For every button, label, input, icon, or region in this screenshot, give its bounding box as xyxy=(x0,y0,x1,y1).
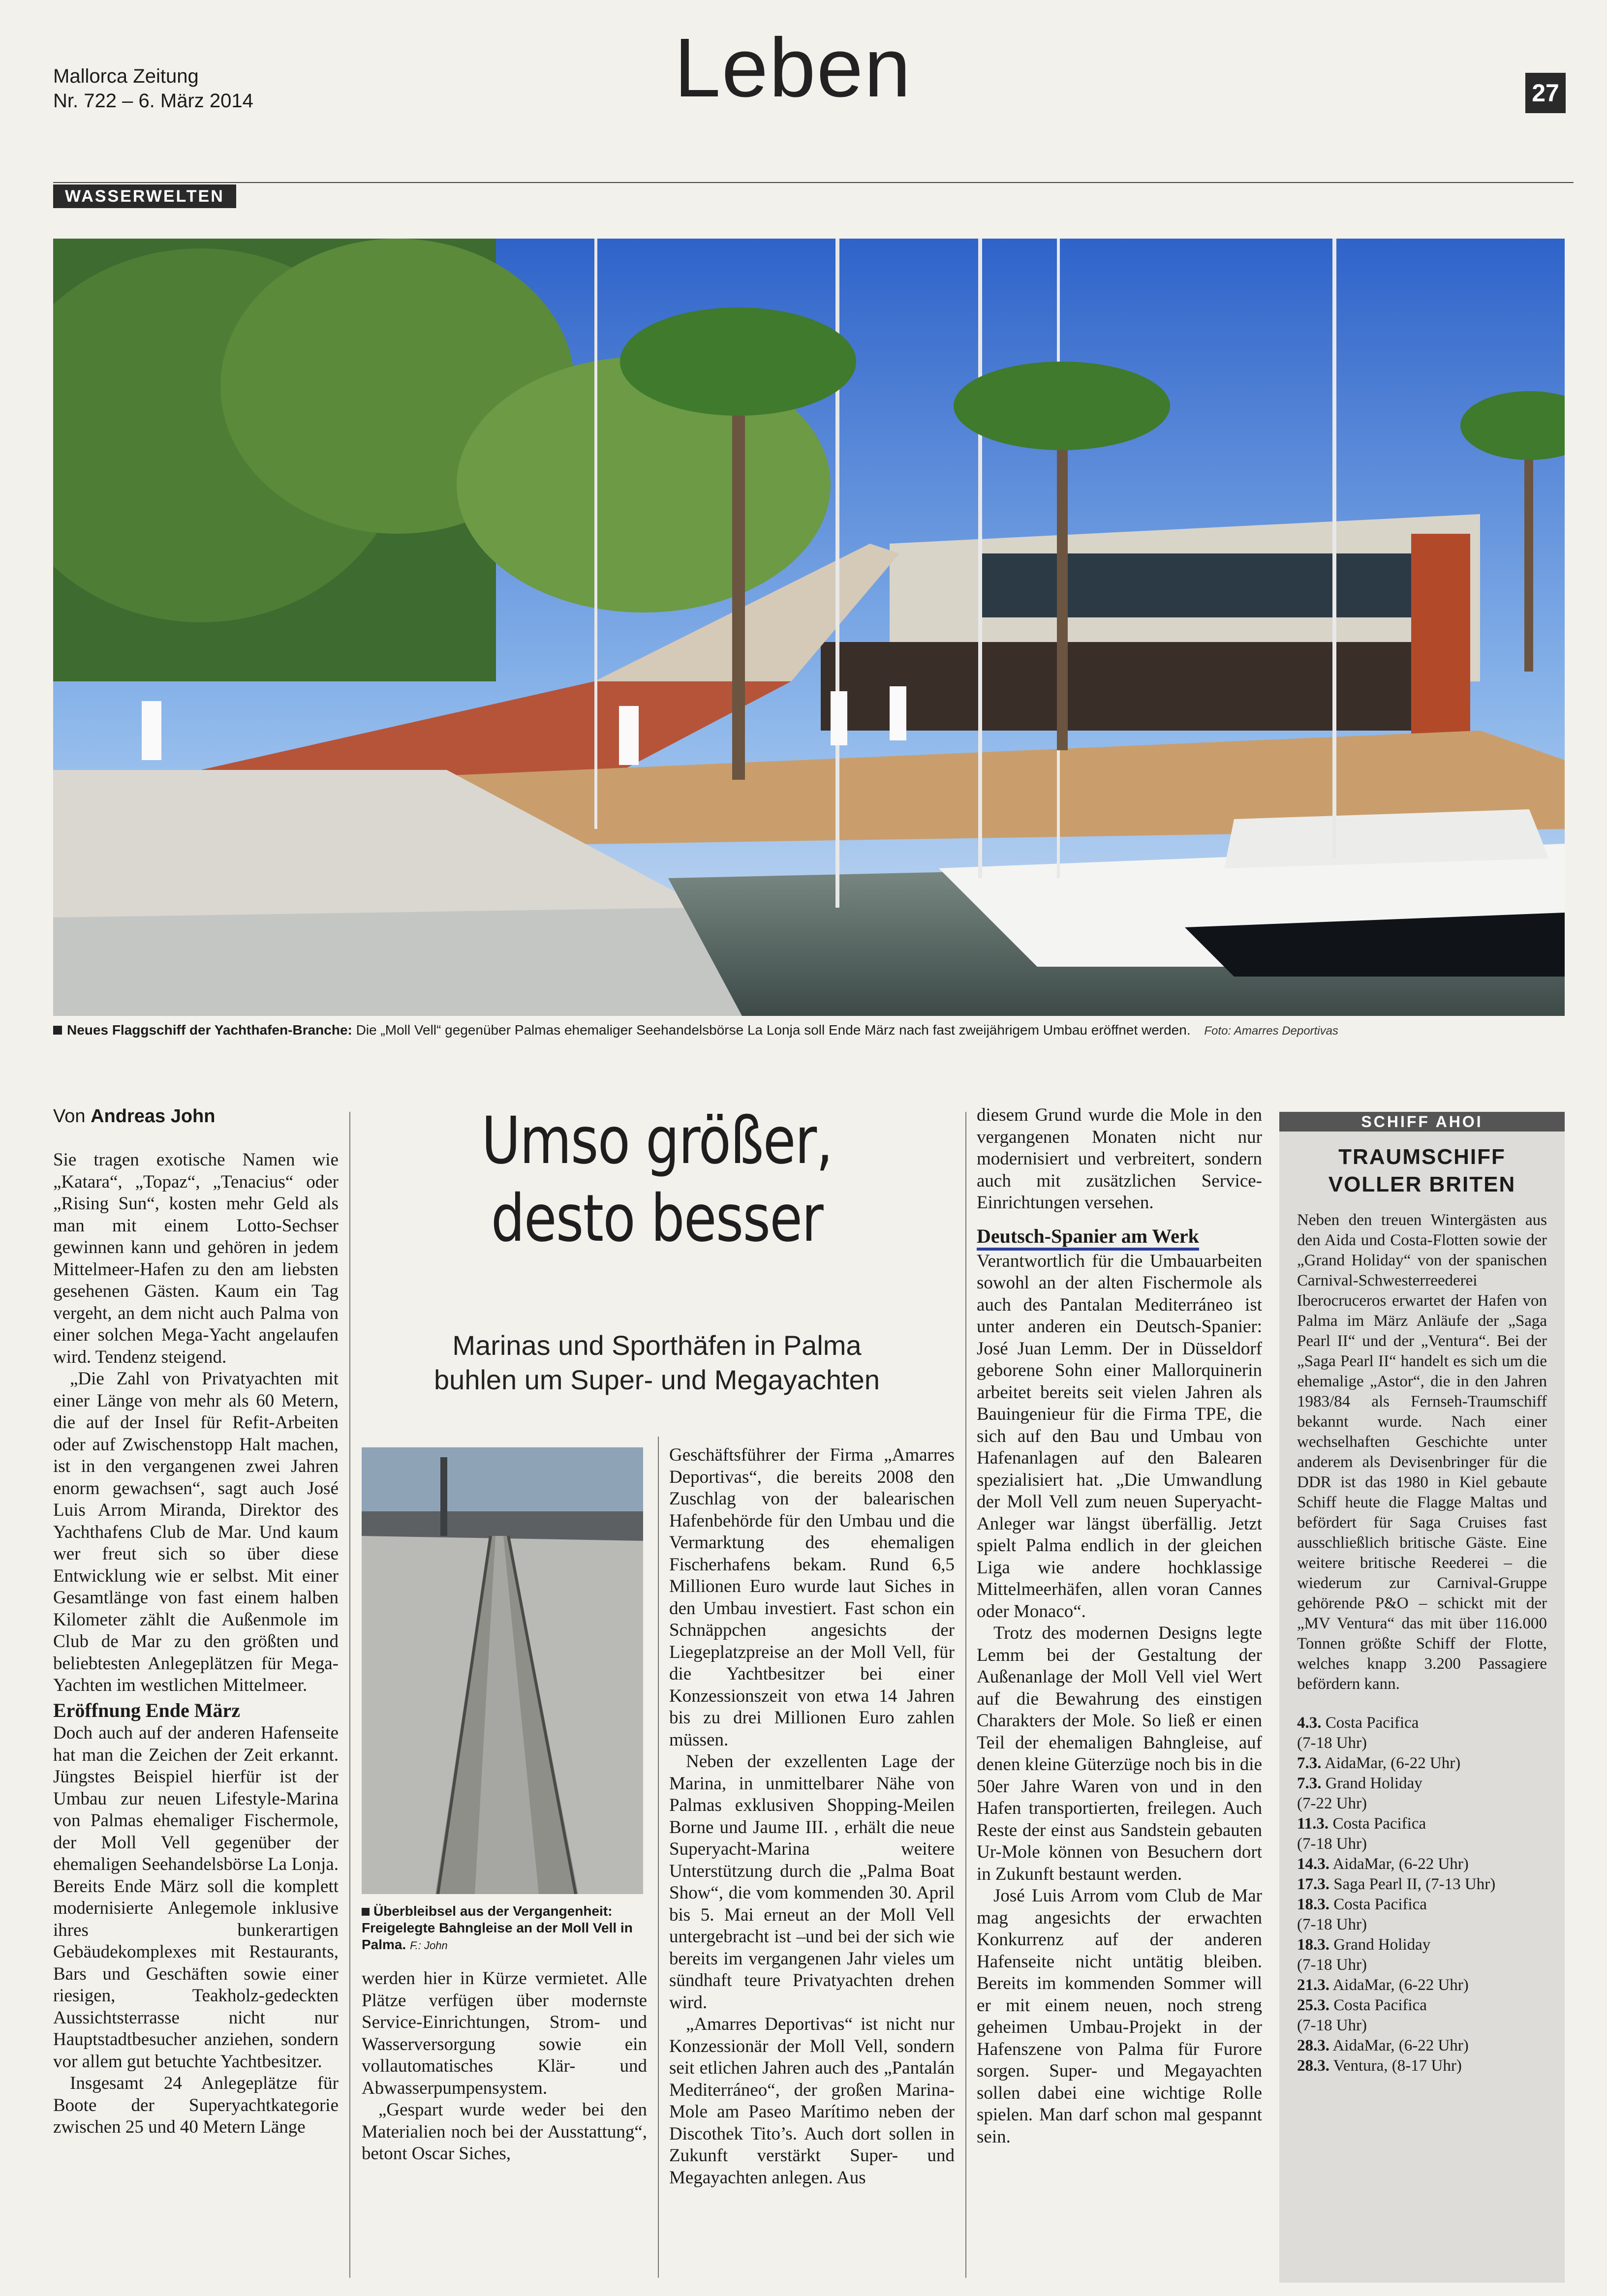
subhead-line-1: Marinas und Sporthäfen in Palma xyxy=(452,1330,862,1361)
paragraph: José Luis Arrom vom Club de Mar mag angesichts der erwachten Konkurrenz auf der anderen Hafenseite nicht untätig bleiben. Bereits im kommenden Sommer will er mit einem neuen, noch streng geheimen Umbau-Projekt in der Hafenszene von Palma für Furore sorgen. Super- und Megayachten sollen dabei eine wichtige Rolle spielen. Man darf schon mal gespannt sein. xyxy=(977,1886,1262,2147)
schedule-time: (7-18 Uhr) xyxy=(1297,1956,1367,1974)
rail-photo-caption xyxy=(362,1903,647,1954)
schedule-time: (7-18 Uhr) xyxy=(1297,1835,1367,1853)
schedule-ship: Grand Holiday xyxy=(1333,1936,1431,1954)
schedule-ship: AidaMar, (6-22 Uhr) xyxy=(1324,1754,1461,1772)
paragraph: „Die Zahl von Privatyachten mit einer Länge von mehr als 60 Metern, die auf der Insel für Refit-Arbeiten oder auf Zwischenstopp Halt machen, ist in den vergangenen zwei Jahren enorm gewachsen“, sagt auch José Luis Arrom Miranda, Direktor des Yachthafens Club de Mar. Und kaum wer freut sich so über diese Entwicklung wie er selbst. Mit einer Gesamtlänge von fast einem halben Kilometer zählt die Außenmole im Club de Mar zu den größten und beliebtesten Anlegeplätzen für Mega-Yachten im westlichen Mittelmeer. xyxy=(53,1369,339,1695)
schedule-entry xyxy=(1297,1895,1547,1935)
schedule-entry xyxy=(1297,1874,1547,1895)
rail-tracks-photo xyxy=(362,1447,643,1894)
schedule-entry xyxy=(1297,1975,1547,1995)
schedule-ship: AidaMar, (6-22 Uhr) xyxy=(1332,2037,1469,2054)
sidebar-title xyxy=(1297,1143,1547,1198)
article-subheadline xyxy=(374,1328,940,1397)
schedule-time: (7-18 Uhr) xyxy=(1297,1916,1367,1933)
subheading-deutsch-spanier-wrap xyxy=(977,1225,1262,1251)
schedule-date: 4.3. xyxy=(1297,1714,1322,1732)
paragraph: Insgesamt 24 Anlegeplätze für Boote der Superyachtkategorie zwischen 25 und 40 Metern Länge xyxy=(53,2073,339,2137)
paragraph: Neben der exzellenten Lage der Marina, in unmittelbarer Nähe von Palmas exklusiven Shopping-Meilen Borne und Jaume III. , erhält die neue Superyacht-Marina weitere Unterstützung durch die „Palma Boat Show“, die vom kommenden 30. April bis 5. Mai erneut an der Moll Vell untergebracht ist –und bei der sich wie bereits im vergangenen Jahr vieles um sündhaft teure Privatyachten drehen wird. xyxy=(669,1751,955,2013)
byline xyxy=(53,1106,215,1127)
paragraph: „Gespart wurde weder bei den Materialien noch bei der Ausstattung“, betont Oscar Siches, xyxy=(362,2100,647,2164)
article-column-4 xyxy=(977,1104,1262,2148)
schedule-time: (7-18 Uhr) xyxy=(1297,2017,1367,2034)
article-column-3 xyxy=(669,1444,955,2189)
schedule-date: 18.3. xyxy=(1297,1936,1329,1954)
schedule-entry xyxy=(1297,2056,1547,2076)
sidebar-title-line-2: VOLLER BRITEN xyxy=(1328,1172,1516,1196)
schedule-entry xyxy=(1297,1854,1547,1874)
sidebar-title-line-1: TRAUMSCHIFF xyxy=(1338,1145,1506,1169)
issue-line: Nr. 722 – 6. März 2014 xyxy=(53,90,253,112)
caption-bullet xyxy=(362,1908,370,1916)
schedule-date: 28.3. xyxy=(1297,2057,1329,2075)
article-column-2 xyxy=(362,1968,647,2165)
sidebar-text xyxy=(1297,1210,1547,1694)
schedule-date: 17.3. xyxy=(1297,1875,1329,1893)
schedule-ship: AidaMar, (6-22 Uhr) xyxy=(1332,1976,1469,1994)
schedule-date: 7.3. xyxy=(1297,1754,1322,1772)
paragraph: Geschäftsführer der Firma „Amarres Deportivas“, die bereits 2008 den Zuschlag von der balearischen Hafenbehörde für den Umbau und die Vermarktung des ehemaligen Fischerhafens bekam. Rund 6,5 Millionen Euro wurde laut Siches in den Umbau investiert. Fast schon ein Schnäppchen angesichts der Liegeplatzpreise an der Moll Vell, für die Yachtbesitzer bei einer Konzessionszeit von etwa 14 Jahren bis zu drei Millionen Euro zahlen müssen. xyxy=(669,1445,955,1750)
paragraph: Trotz des modernen Designs legte Lemm bei der Gestaltung der Außenanlage der Moll Vell viel Wert auf die Bewahrung des einstigen Charakters der Mole. So ließ er einen Teil der ehemaligen Bahngleise, auf denen kleine Güterzüge noch bis in die 50er Jahre Waren von und in den Hafen transportierten, freilegen. Auch Reste der einst aus Sandstein gebauten Ur-Mole können von Besuchern dort in Zukunft bestaunt werden. xyxy=(977,1623,1262,1884)
sidebar-paragraph: Neben den treuen Wintergästen aus den Aida und Costa-Flotten sowie der „Grand Holiday“ von der spanischen Carnival-Schwesterreederei Iberocruceros erwartet der Hafen von Palma im März Anläufe der „Saga Pearl II“ und der „Ventura“. Bei der „Saga Pearl II“ handelt es sich um die ehemalige „Astor“, die in den Jahren 1983/84 als Fernseh-Traumschiff bekannt wurde. Nach einer wechselhaften Geschichte unter anderem als Devisenbringer für die DDR ist das 1980 in Kiel gebaute Schiff heute die Flagge Maltas und befördert für Saga Cruises fast ausschließlich britische Gäste. Eine weitere britische Reederei – die wiederum zur Carnival-Gruppe gehörende P&O – schickt mit der „MV Ventura“ das mit über 116.000 Tonnen größte Schiff der Flotte, welches knapp 3.200 Passagiere befördern kann. xyxy=(1297,1211,1547,1693)
schedule-entry xyxy=(1297,1774,1547,1814)
sidebar-tag: SCHIFF AHOI xyxy=(1279,1112,1565,1132)
masthead xyxy=(53,64,253,113)
caption-lead: Neues Flaggschiff der Yachthafen-Branche: xyxy=(67,1022,352,1038)
rail-tracks-image xyxy=(362,1447,643,1894)
schedule-entry xyxy=(1297,1935,1547,1975)
headline-line-1: Umso größer, xyxy=(481,1103,833,1179)
rail-photo-credit: F.: John xyxy=(410,1939,448,1952)
paragraph: „Amarres Deportivas“ ist nicht nur Konzessionär der Moll Vell, sondern seit etlichen Jahren auch des „Pantalán Mediterráneo“, der großen Marina-Mole am Paseo Marítimo neben der Discothek Tito’s. Auch dort sollen in Zukunft verstärkt Super- und Megayachten anlegen. Aus xyxy=(669,2014,955,2188)
schedule-entry xyxy=(1297,1995,1547,2036)
sidebar-schiff-ahoi xyxy=(1279,1112,1565,2283)
schedule-ship: Costa Pacifica xyxy=(1325,1714,1419,1732)
schedule-date: 14.3. xyxy=(1297,1855,1329,1873)
schedule-date: 25.3. xyxy=(1297,1996,1329,2014)
schedule-date: 18.3. xyxy=(1297,1896,1329,1913)
caption-text: Die „Moll Vell“ gegenüber Palmas ehemaliger Seehandelsbörse La Lonja soll Ende März nach fast zweijährigem Umbau eröffnet werden. xyxy=(356,1022,1191,1038)
paragraph: Doch auch auf der anderen Hafenseite hat man die Zeichen der Zeit erkannt. Jüngstes Beispiel hierfür ist der Umbau zur neuen Lifestyle-Marina von Palmas ehemaliger Fischermole, der Moll Vell gegenüber der ehemaligen Seehandelsbörse La Lonja. Bereits Ende März soll die komplett modernisierte Anlegemole inklusive ihres bunkerartigen Gebäudekomplexes mit Restaurants, Bars und Geschäften sowie einer riesigen, Teakholz-gedeckten Aussichtsterrasse nicht nur Hauptstadtbesucher anziehen, sondern vor allem gut betuchte Yachtbesitzer. xyxy=(53,1723,339,2072)
subheading-deutsch-spanier: Deutsch-Spanier am Werk xyxy=(977,1225,1199,1251)
paragraph: werden hier in Kürze vermietet. Alle Plätze verfügen über modernste Service-Einrichtungen, Strom- und Wasserversorgung sowie ein vollautomatisches Klär- und Abwasserpumpensystem. xyxy=(362,1968,647,2098)
section-title: Leben xyxy=(674,21,912,115)
schedule-ship: Costa Pacifica xyxy=(1332,1815,1426,1833)
byline-prefix: Von xyxy=(53,1106,86,1127)
rail-caption-text: Überbleibsel aus der Vergangenheit: Freigelegte Bahngleise an der Moll Vell in Palma. xyxy=(362,1903,633,1952)
schedule-ship: Grand Holiday xyxy=(1325,1775,1422,1792)
schedule-ship: Costa Pacifica xyxy=(1333,1896,1427,1913)
schedule-ship: Ventura, (8-17 Uhr) xyxy=(1333,2057,1462,2075)
ship-schedule xyxy=(1297,1713,1547,2076)
section-tag: WASSERWELTEN xyxy=(53,184,236,208)
subheading-eroeffnung: Eröffnung Ende März xyxy=(53,1699,240,1721)
paragraph: diesem Grund wurde die Mole in den vergangenen Monaten nicht nur modernisiert und verbreitert, sondern auch mit zusätzlichen Service-Einrichtungen versehen. xyxy=(977,1105,1262,1213)
schedule-date: 21.3. xyxy=(1297,1976,1329,1994)
schedule-date: 11.3. xyxy=(1297,1815,1329,1833)
main-photo xyxy=(53,239,1565,1016)
page-number: 27 xyxy=(1525,73,1566,113)
byline-author: Andreas John xyxy=(91,1106,216,1127)
column-divider xyxy=(965,1112,966,2278)
schedule-ship: Saga Pearl II, (7-13 Uhr) xyxy=(1333,1875,1496,1893)
schedule-time: (7-22 Uhr) xyxy=(1297,1795,1367,1812)
newspaper-name: Mallorca Zeitung xyxy=(53,65,199,87)
schedule-entry xyxy=(1297,1814,1547,1854)
schedule-date: 28.3. xyxy=(1297,2037,1329,2054)
column-divider xyxy=(349,1112,350,2278)
sidebar-box xyxy=(1279,1132,1565,2283)
schedule-entry xyxy=(1297,2036,1547,2056)
marina-rendering-image xyxy=(53,239,1565,1016)
paragraph: Sie tragen exotische Namen wie „Katara“, „Topaz“, „Tenacius“ oder „Rising Sun“, kosten mehr Geld als man mit einem Lotto-Sechser gewinnen kann und gehören in jedem Mittelmeer-Hafen zu den am liebsten gesehenen Gästen. Kaum ein Tag vergeht, an dem nicht auch Palma von einer solchen Mega-Yacht angelaufen wird. Tendenz steigend. xyxy=(53,1150,339,1367)
main-photo-caption xyxy=(53,1022,1565,1038)
schedule-date: 7.3. xyxy=(1297,1775,1322,1792)
article-headline xyxy=(425,1102,889,1257)
schedule-time: (7-18 Uhr) xyxy=(1297,1734,1367,1752)
article-column-1 xyxy=(53,1149,339,2139)
column-divider xyxy=(658,1437,659,2278)
schedule-ship: AidaMar, (6-22 Uhr) xyxy=(1332,1855,1469,1873)
photo-credit: Foto: Amarres Deportivas xyxy=(1204,1024,1338,1038)
schedule-ship: Costa Pacifica xyxy=(1333,1996,1427,2014)
paragraph: Verantwortlich für die Umbauarbeiten sowohl an der alten Fischermole als auch des Pantalan Mediterráneo ist unter anderen ein Deutsch-Spanier: José Juan Lemm. Der in Düsseldorf geborene Sohn einer Mallorquinerin arbeitet bereits seit vielen Jahren als Bauingenieur für die Firma TPE, die sich auf den Bau und Umbau von Hafenanlagen auf den Balearen spezialisiert hat. „Die Umwandlung der Moll Vell zum neuen Superyacht-Anleger war längst überfällig. Jetzt spielt Palma endlich in der gleichen Liga wie andere hochklassige Mittelmeerhäfen, allen voran Cannes oder Monaco“. xyxy=(977,1251,1262,1622)
schedule-entry xyxy=(1297,1713,1547,1753)
header-rule xyxy=(53,182,1574,183)
headline-line-2: desto besser xyxy=(491,1181,823,1256)
schedule-entry xyxy=(1297,1753,1547,1774)
subhead-line-2: buhlen um Super- und Megayachten xyxy=(434,1364,880,1395)
caption-bullet xyxy=(53,1026,62,1035)
